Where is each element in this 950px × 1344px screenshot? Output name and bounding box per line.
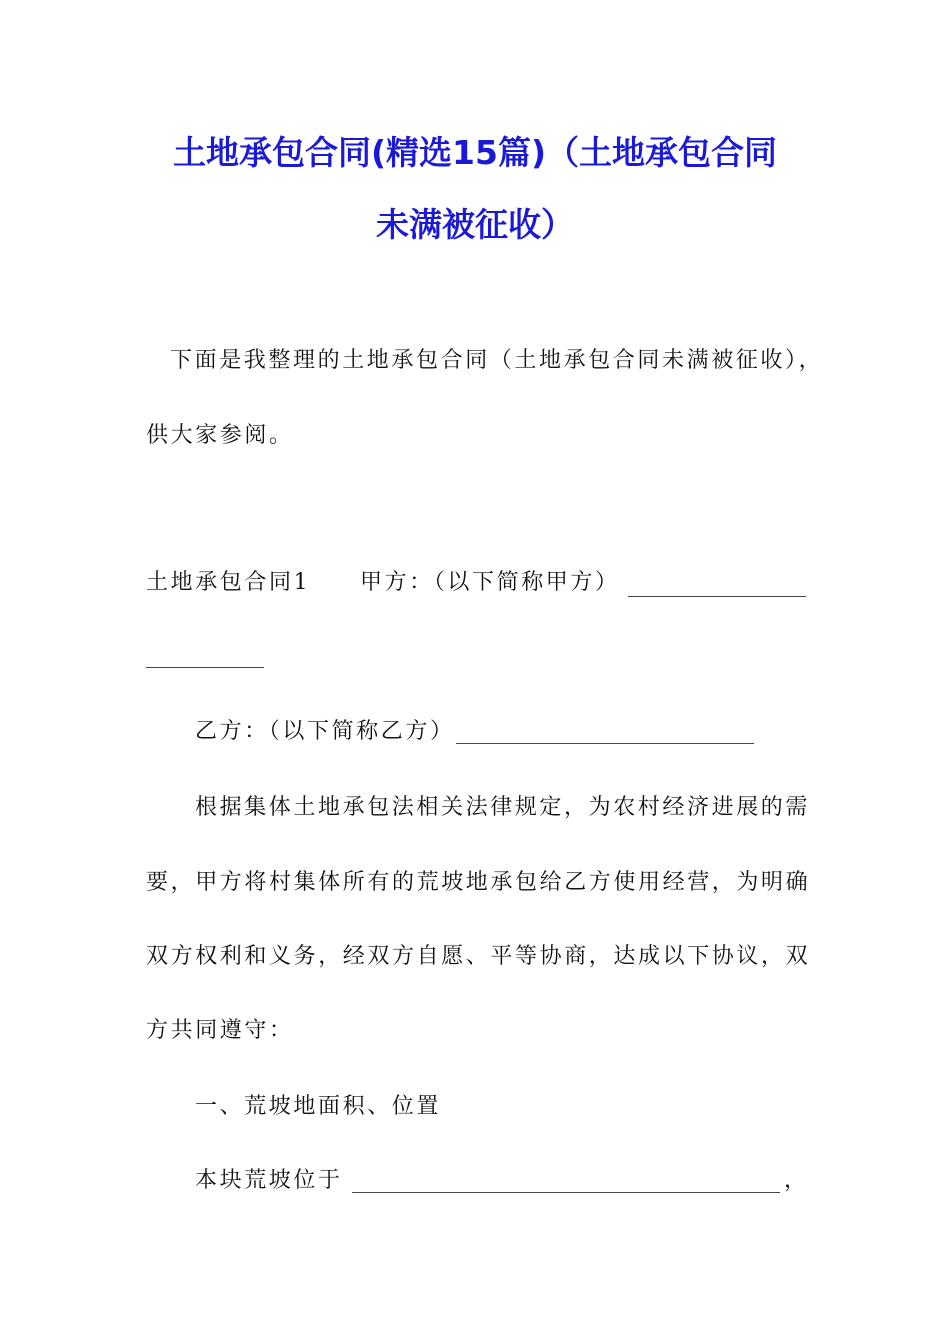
contract-heading: 土地承包合同1 bbox=[146, 570, 311, 595]
party-a-blank-continued bbox=[146, 646, 264, 668]
party-a-blank bbox=[628, 575, 806, 597]
party-b-blank bbox=[456, 722, 754, 744]
para1-line-2: 要，甲方将村集体所有的荒坡地承包给乙方使用经营，为明确 bbox=[146, 870, 811, 895]
para1-line-3: 双方权利和义务，经双方自愿、平等协商，达成以下协议，双 bbox=[146, 944, 811, 969]
para1-line-4: 方共同遵守： bbox=[146, 1018, 294, 1043]
location-blank bbox=[352, 1171, 780, 1193]
title-line-2: 未满被征收） bbox=[376, 205, 574, 244]
title-line-1: 土地承包合同(精选15篇)（土地承包合同 bbox=[172, 133, 778, 172]
location-label: 本块荒坡位于 bbox=[195, 1168, 343, 1193]
intro-line-2: 供大家参阅。 bbox=[146, 423, 294, 448]
party-b-label: 乙方：（以下简称乙方） bbox=[195, 719, 455, 744]
section1-heading: 一、荒坡地面积、位置 bbox=[195, 1094, 442, 1119]
para1-line-1: 根据集体土地承包法相关法律规定，为农村经济进展的需 bbox=[195, 795, 811, 820]
party-a-label: 甲方：（以下简称甲方） bbox=[360, 570, 620, 595]
intro-line-1: 下面是我整理的土地承包合同（土地承包合同未满被征收）， bbox=[170, 348, 824, 373]
location-suffix: ， bbox=[784, 1168, 809, 1193]
